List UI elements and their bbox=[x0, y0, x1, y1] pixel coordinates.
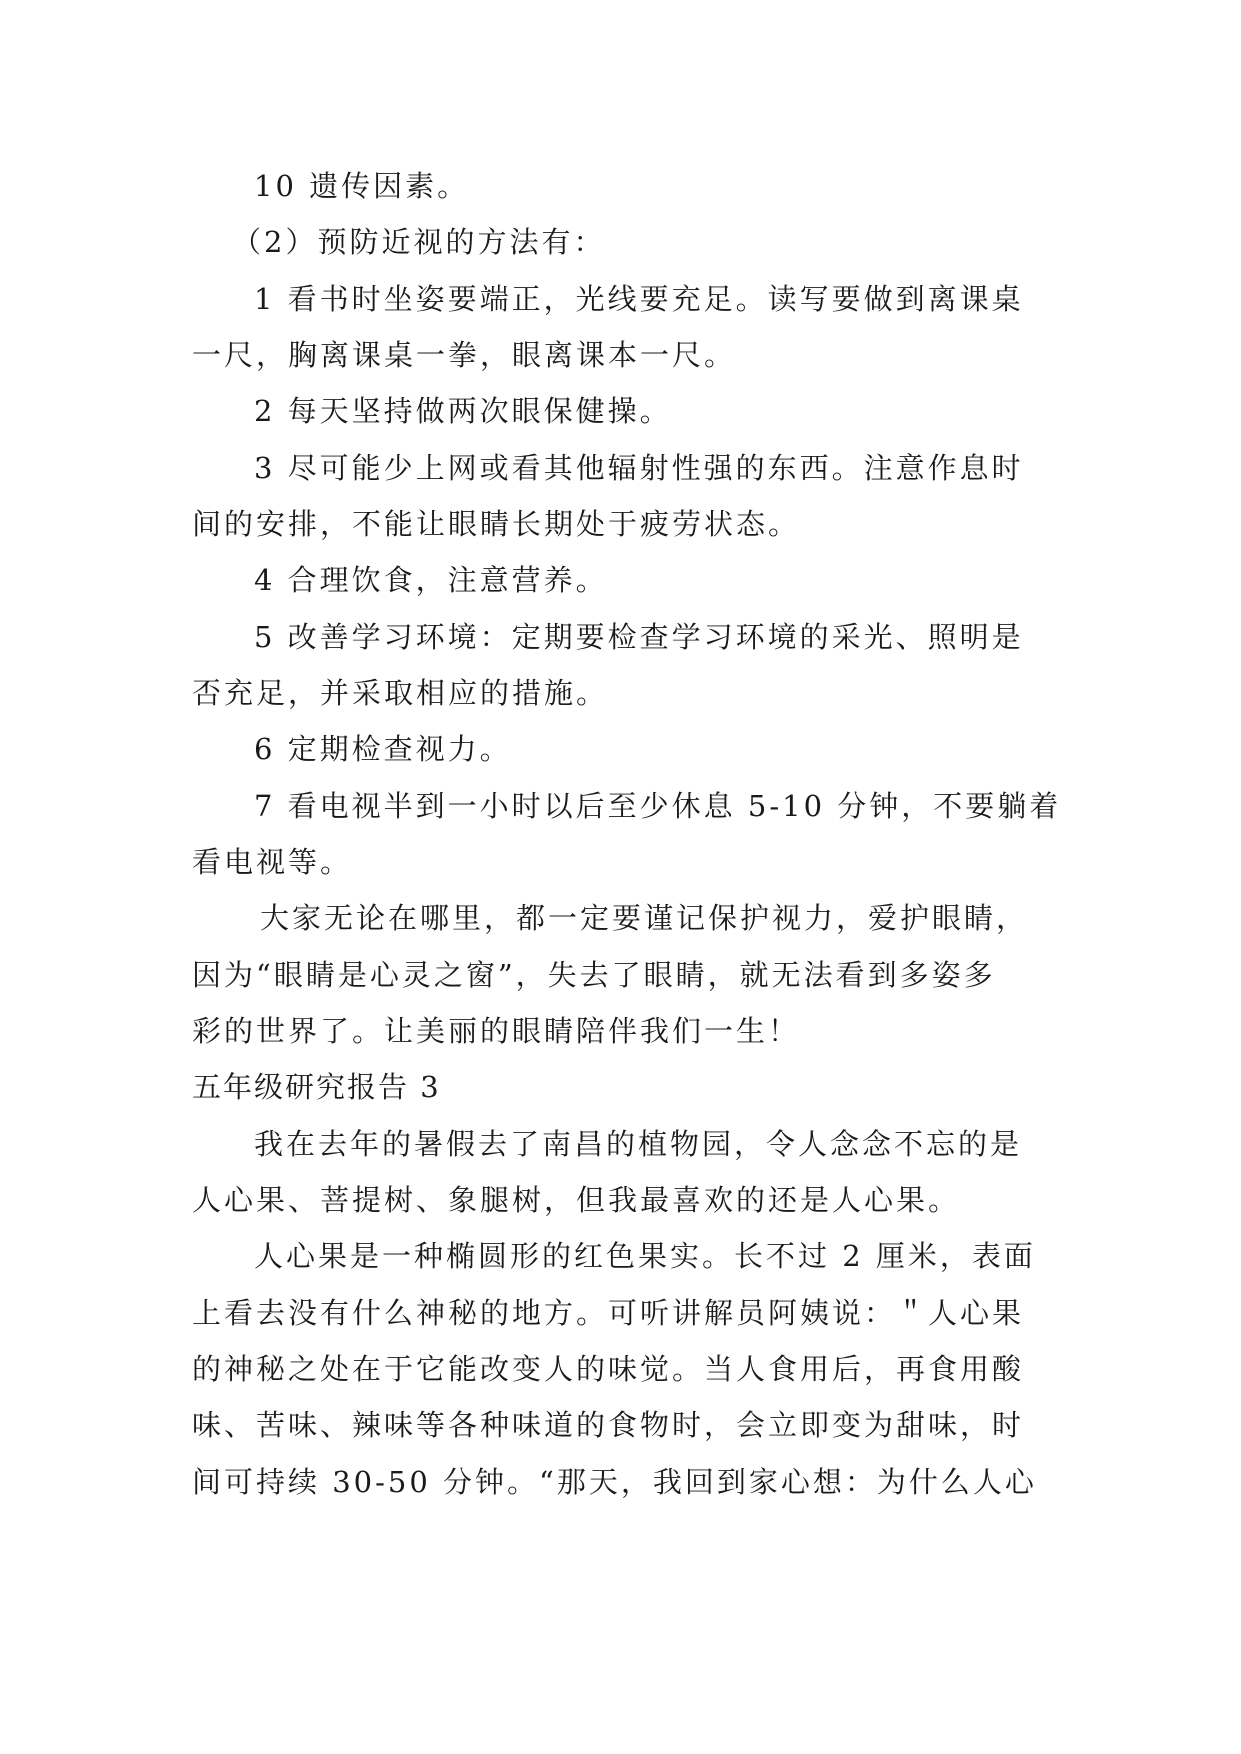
paragraph-intro-line-2: 人心果、菩提树、象腿树，但我最喜欢的还是人心果。 bbox=[192, 1183, 961, 1217]
paragraph-conclusion: 大家无论在哪里，都一定要谨记保护视力，爱护眼睛， bbox=[260, 901, 1029, 935]
paragraph-intro: 我在去年的暑假去了南昌的植物园，令人念念不忘的是 bbox=[254, 1127, 1023, 1161]
list-item-4: 4 合理饮食，注意营养。 bbox=[254, 563, 608, 597]
list-item-2: 2 每天坚持做两次眼保健操。 bbox=[254, 394, 672, 428]
list-item-1-continued: 一尺，胸离课桌一拳，眼离课本一尺。 bbox=[192, 338, 737, 372]
paragraph-conclusion-line-2: 因为“眼睛是心灵之窗”，失去了眼睛，就无法看到多姿多 bbox=[192, 958, 996, 992]
paragraph-fruit-line-4: 味、苦味、辣味等各种味道的食物时，会立即变为甜味，时 bbox=[192, 1408, 1025, 1442]
list-item-6: 6 定期检查视力。 bbox=[254, 732, 512, 766]
paragraph-fruit-line-5: 间可持续 30-50 分钟。“那天，我回到家心想：为什么人心 bbox=[192, 1465, 1037, 1499]
report-title: 五年级研究报告 3 bbox=[192, 1070, 441, 1104]
list-item-5: 5 改善学习环境：定期要检查学习环境的采光、照明是 bbox=[254, 620, 1024, 654]
paragraph-fruit: 人心果是一种椭圆形的红色果实。长不过 2 厘米，表面 bbox=[254, 1239, 1036, 1273]
list-item-1: 1 看书时坐姿要端正，光线要充足。读写要做到离课桌 bbox=[254, 282, 1024, 316]
list-item-7: 7 看电视半到一小时以后至少休息 5-10 分钟，不要躺着 bbox=[254, 789, 1062, 823]
list-item-7-continued: 看电视等。 bbox=[192, 845, 353, 879]
paragraph-conclusion-line-3: 彩的世界了。让美丽的眼睛陪伴我们一生！ bbox=[192, 1014, 801, 1048]
paragraph-fruit-line-3: 的神秘之处在于它能改变人的味觉。当人食用后，再食用酸 bbox=[192, 1352, 1025, 1386]
list-item-3-continued: 间的安排，不能让眼睛长期处于疲劳状态。 bbox=[192, 507, 801, 541]
section-heading-prevention: （2）预防近视的方法有： bbox=[232, 225, 606, 259]
list-item-3: 3 尽可能少上网或看其他辐射性强的东西。注意作息时 bbox=[254, 451, 1024, 485]
list-item-5-continued: 否充足，并采取相应的措施。 bbox=[192, 676, 609, 710]
list-item-genetic-factor: 10 遗传因素。 bbox=[254, 169, 470, 203]
paragraph-fruit-line-2: 上看去没有什么神秘的地方。可听讲解员阿姨说：＂人心果 bbox=[192, 1296, 1025, 1330]
